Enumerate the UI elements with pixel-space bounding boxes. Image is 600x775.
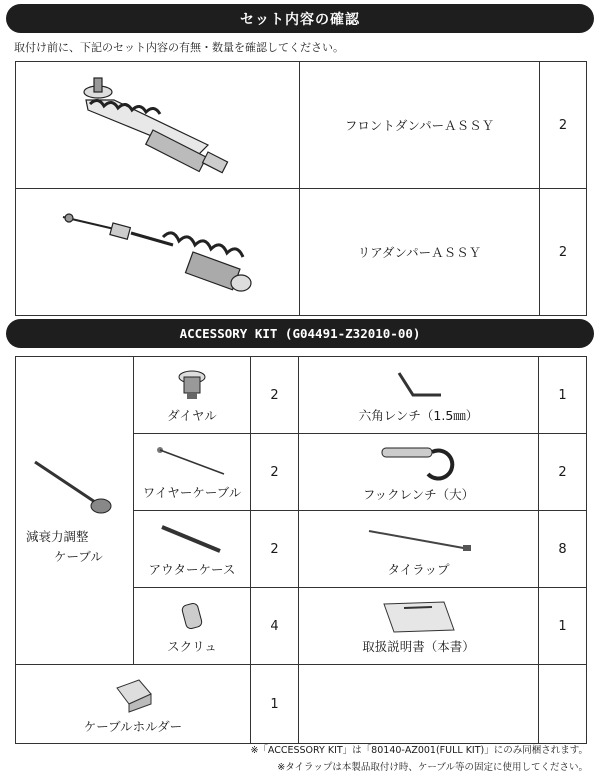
wire-cable-cell [134,434,251,511]
dial-icon [172,367,212,403]
manual-cell [299,588,539,665]
manual-qty: 1 [539,588,587,665]
table-row [16,357,587,434]
outer-case-label: アウターケース [148,561,236,577]
cable-holder-cell [16,665,251,744]
note-accessory-kit: ※「ACCESSORY KIT」は「80140-AZ001(FULL KIT)」にのみ同梱されます。 [250,745,588,756]
damping-cable-icon [25,454,125,524]
front-damper-icon [58,70,258,180]
front-damper-name: フロントダンパーＡＳＳＹ [300,62,540,189]
cable-holder-label: ケーブルホルダー [83,718,183,734]
cable-group-cell [16,357,134,665]
table-row [16,62,587,189]
tie-wrap-qty: 8 [539,511,587,588]
intro-text: 取付け前に、下記のセット内容の有無・数量を確認してください。 [14,41,344,54]
hook-wrench-label: フックレンチ（大） [362,486,475,502]
outer-case-icon [152,521,232,557]
cable-group-label-line1: 減衰力調整 [26,529,89,544]
accessory-kit-banner [6,319,594,348]
set-contents-table [15,61,587,316]
hex-wrench-label: 六角レンチ（1.5㎜） [358,407,479,423]
set-contents-banner [6,4,594,33]
hex-wrench-qty: 1 [539,357,587,434]
outer-case-cell [134,511,251,588]
dial-label: ダイヤル [167,407,217,423]
wire-cable-label: ワイヤーケーブル [142,484,242,500]
outer-case-qty: 2 [251,511,299,588]
screw-label: スクリュ [167,638,217,654]
front-damper-qty: 2 [540,62,587,189]
wire-cable-icon [152,444,232,480]
tie-wrap-label: タイラップ [387,561,450,577]
hex-wrench-icon [379,367,459,403]
screw-qty: 4 [251,588,299,665]
dial-qty: 2 [251,357,299,434]
hex-wrench-cell [299,357,539,434]
rear-damper-qty: 2 [540,189,587,316]
tie-wrap-icon [359,521,479,557]
dial-cell [134,357,251,434]
note-tie-wrap: ※タイラップは本製品取付け時、ケーブル等の固定に使用してください。 [277,762,588,773]
screw-cell [134,588,251,665]
hook-wrench-icon [374,442,464,482]
screw-icon [172,598,212,634]
hook-wrench-qty: 2 [539,434,587,511]
table-row [16,665,587,744]
manual-icon [374,598,464,634]
accessory-kit-table [15,356,587,744]
wire-cable-qty: 2 [251,434,299,511]
cable-group-label [16,527,133,567]
rear-damper-image [16,189,300,316]
cable-group-label-line2: ケーブル [54,549,103,564]
rear-damper-name: リアダンパーＡＳＳＹ [300,189,540,316]
cable-holder-qty: 1 [251,665,299,744]
empty-cell [299,665,539,744]
manual-label: 取扱説明書（本書） [362,638,475,654]
table-row [16,189,587,316]
rear-damper-icon [53,197,263,307]
accessory-kit-title: ACCESSORY KIT (G04491-Z32010-00) [179,326,421,341]
set-contents-title: セット内容の確認 [240,11,360,28]
hook-wrench-cell [299,434,539,511]
tie-wrap-cell [299,511,539,588]
empty-cell [539,665,587,744]
front-damper-image [16,62,300,189]
cable-holder-icon [103,674,163,714]
